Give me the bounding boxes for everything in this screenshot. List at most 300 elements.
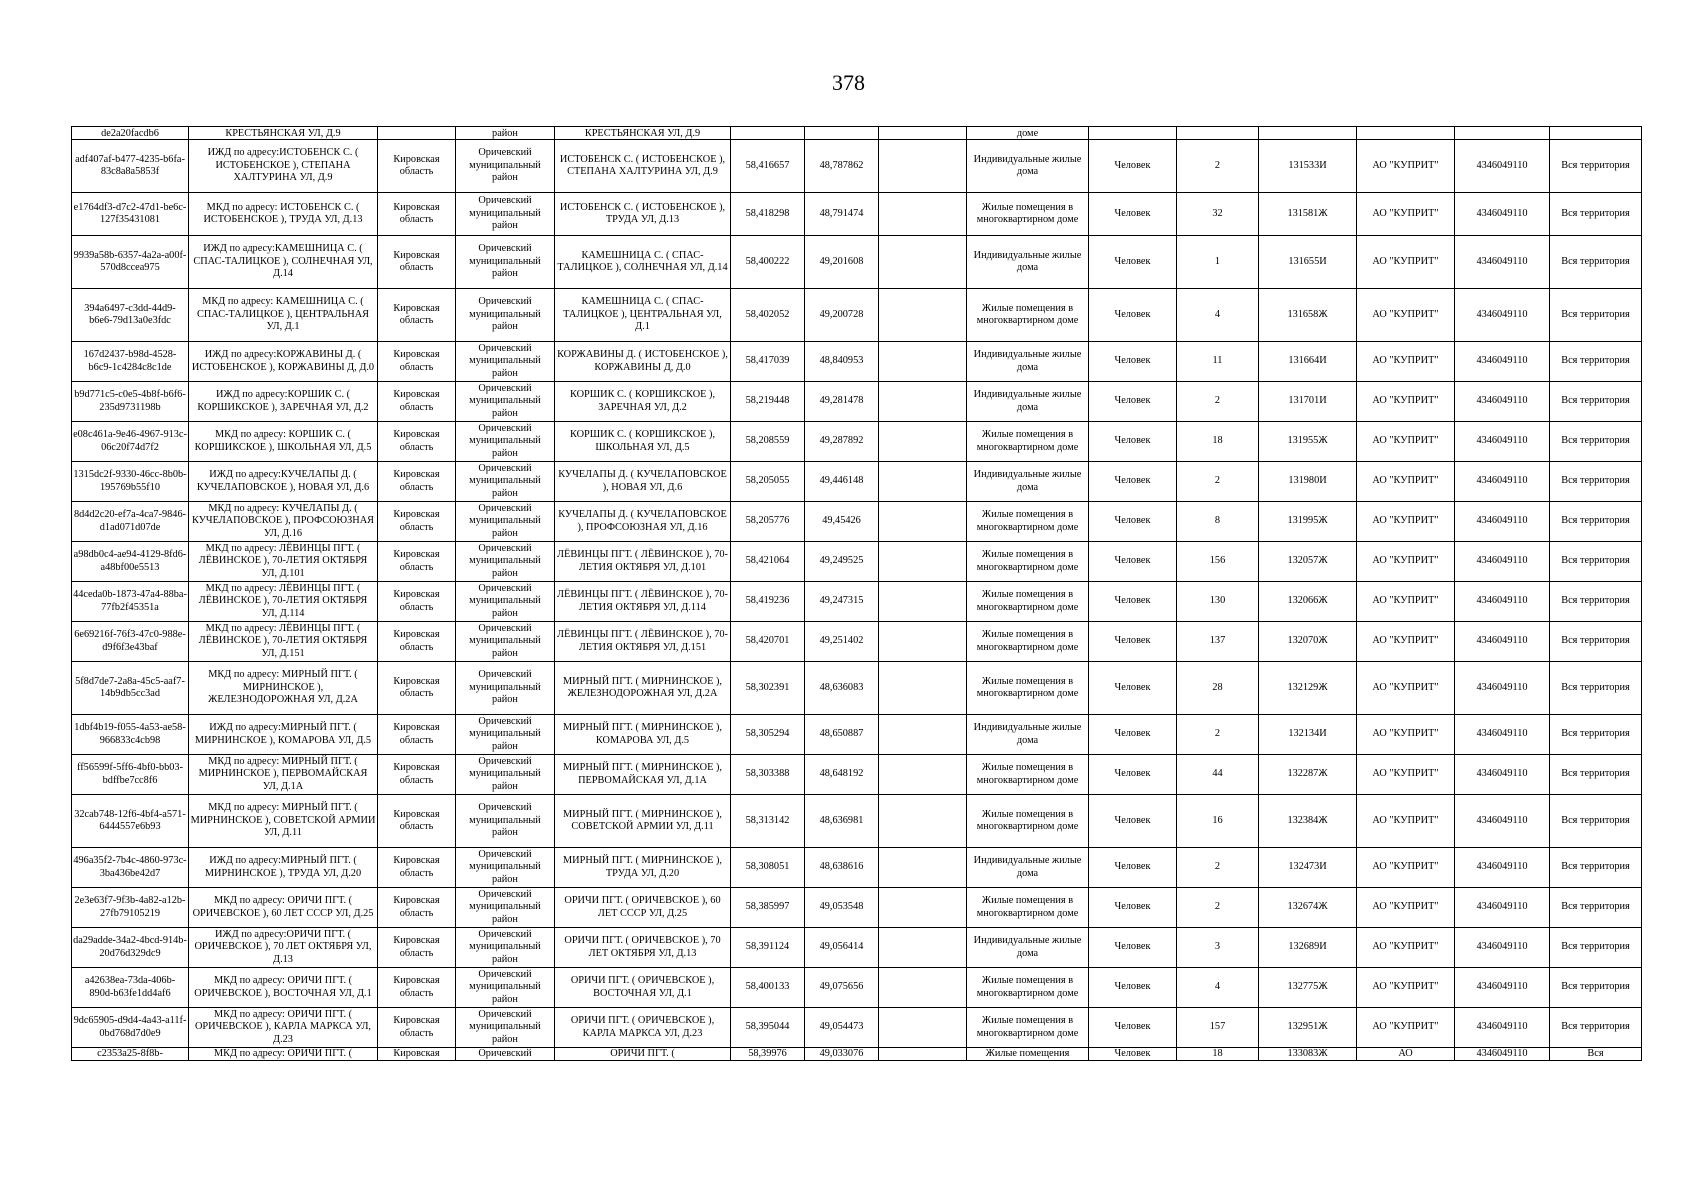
housing-type-cell: доме [967, 127, 1089, 140]
territory-cell: Вся территория [1550, 542, 1642, 582]
count-cell: 28 [1177, 662, 1259, 715]
address-cell: КРЕСТЬЯНСКАЯ УЛ, Д.9 [555, 127, 731, 140]
table-row [72, 422, 1642, 462]
table-row [72, 888, 1642, 928]
longitude-cell: 49,033076 [805, 1048, 879, 1061]
organization-cell: АО "КУПРИТ" [1357, 622, 1455, 662]
table-row [72, 1048, 1642, 1061]
territory-cell: Вся территория [1550, 888, 1642, 928]
district-cell: Оричевский муниципальный район [456, 755, 555, 795]
district-cell: Оричевский муниципальный район [456, 542, 555, 582]
latitude-cell: 58,416657 [731, 140, 805, 193]
empty-cell [879, 422, 967, 462]
code-cell: 131701И [1259, 382, 1357, 422]
address-cell: МИРНЫЙ ПГТ. ( МИРНИНСКОЕ ), СОВЕТСКОЙ АРМИИ УЛ, Д.11 [555, 795, 731, 848]
empty-cell [879, 236, 967, 289]
housing-type-cell: Жилые помещения в многоквартирном доме [967, 888, 1089, 928]
row-id-cell: adf407af-b477-4235-b6fa-83c8a8a5853f [72, 140, 189, 193]
unit-cell: Человек [1089, 342, 1177, 382]
empty-cell [879, 382, 967, 422]
object-name-cell: МКД по адресу: ОРИЧИ ПГТ. ( ОРИЧЕВСКОЕ ), 60 ЛЕТ СССР УЛ, Д.25 [189, 888, 378, 928]
table-row [72, 236, 1642, 289]
table-row [72, 755, 1642, 795]
organization-cell: АО "КУПРИТ" [1357, 968, 1455, 1008]
code-cell: 132775Ж [1259, 968, 1357, 1008]
unit-cell: Человек [1089, 289, 1177, 342]
latitude-cell: 58,313142 [731, 795, 805, 848]
territory-cell: Вся территория [1550, 502, 1642, 542]
empty-cell [879, 127, 967, 140]
row-id-cell: 2e3e63f7-9f3b-4a82-a12b-27fb79105219 [72, 888, 189, 928]
territory-cell: Вся территория [1550, 140, 1642, 193]
object-name-cell: МКД по адресу: ОРИЧИ ПГТ. ( ОРИЧЕВСКОЕ ), ВОСТОЧНАЯ УЛ, Д.1 [189, 968, 378, 1008]
empty-cell [879, 795, 967, 848]
territory-cell [1550, 127, 1642, 140]
organization-cell: АО "КУПРИТ" [1357, 848, 1455, 888]
table-row [72, 382, 1642, 422]
region-cell: Кировская область [378, 968, 456, 1008]
unit-cell: Человек [1089, 193, 1177, 236]
inn-cell: 4346049110 [1455, 193, 1550, 236]
region-cell: Кировская область [378, 888, 456, 928]
code-cell: 131581Ж [1259, 193, 1357, 236]
object-name-cell: МКД по адресу: КАМЕШНИЦА С. ( СПАС-ТАЛИЦКОЕ ), ЦЕНТРАЛЬНАЯ УЛ, Д.1 [189, 289, 378, 342]
inn-cell [1455, 127, 1550, 140]
row-id-cell: 9dc65905-d9d4-4a43-a11f-0bd768d7d0e9 [72, 1008, 189, 1048]
code-cell: 132066Ж [1259, 582, 1357, 622]
district-cell: Оричевский муниципальный район [456, 715, 555, 755]
row-id-cell: e08c461a-9e46-4967-913c-06c20f74d7f2 [72, 422, 189, 462]
territory-cell: Вся территория [1550, 1008, 1642, 1048]
empty-cell [879, 140, 967, 193]
territory-cell: Вся территория [1550, 422, 1642, 462]
table-row [72, 140, 1642, 193]
object-name-cell: ИЖД по адресу:ОРИЧИ ПГТ. ( ОРИЧЕВСКОЕ ), 70 ЛЕТ ОКТЯБРЯ УЛ, Д.13 [189, 928, 378, 968]
address-cell: ОРИЧИ ПГТ. ( ОРИЧЕВСКОЕ ), КАРЛА МАРКСА УЛ, Д.23 [555, 1008, 731, 1048]
object-name-cell: ИЖД по адресу:КОРШИК С. ( КОРШИКСКОЕ ), ЗАРЕЧНАЯ УЛ, Д.2 [189, 382, 378, 422]
count-cell: 156 [1177, 542, 1259, 582]
organization-cell: АО "КУПРИТ" [1357, 928, 1455, 968]
table-body [72, 127, 1642, 1061]
count-cell: 2 [1177, 888, 1259, 928]
code-cell: 132129Ж [1259, 662, 1357, 715]
district-cell: Оричевский муниципальный район [456, 662, 555, 715]
longitude-cell: 48,840953 [805, 342, 879, 382]
territory-cell: Вся территория [1550, 622, 1642, 662]
housing-type-cell: Жилые помещения в многоквартирном доме [967, 795, 1089, 848]
table-row [72, 582, 1642, 622]
inn-cell: 4346049110 [1455, 342, 1550, 382]
organization-cell: АО "КУПРИТ" [1357, 289, 1455, 342]
territory-cell: Вся территория [1550, 193, 1642, 236]
address-cell: МИРНЫЙ ПГТ. ( МИРНИНСКОЕ ), ПЕРВОМАЙСКАЯ УЛ, Д.1А [555, 755, 731, 795]
longitude-cell: 48,787862 [805, 140, 879, 193]
object-name-cell: МКД по адресу: ЛЁВИНЦЫ ПГТ. ( ЛЁВИНСКОЕ ), 70-ЛЕТИЯ ОКТЯБРЯ УЛ, Д.114 [189, 582, 378, 622]
territory-cell: Вся территория [1550, 662, 1642, 715]
district-cell: Оричевский муниципальный район [456, 193, 555, 236]
address-cell: КАМЕШНИЦА С. ( СПАС-ТАЛИЦКОЕ ), ЦЕНТРАЛЬНАЯ УЛ, Д.1 [555, 289, 731, 342]
code-cell: 133083Ж [1259, 1048, 1357, 1061]
row-id-cell: c2353a25-8f8b- [72, 1048, 189, 1061]
unit-cell: Человек [1089, 422, 1177, 462]
longitude-cell: 49,056414 [805, 928, 879, 968]
code-cell: 131658Ж [1259, 289, 1357, 342]
housing-type-cell: Индивидуальные жилые дома [967, 236, 1089, 289]
latitude-cell: 58,302391 [731, 662, 805, 715]
row-id-cell: da29adde-34a2-4bcd-914b-20d76d329dc9 [72, 928, 189, 968]
row-id-cell: 6e69216f-76f3-47c0-988e-d9f6f3e43baf [72, 622, 189, 662]
latitude-cell: 58,420701 [731, 622, 805, 662]
inn-cell: 4346049110 [1455, 662, 1550, 715]
count-cell: 44 [1177, 755, 1259, 795]
organization-cell: АО "КУПРИТ" [1357, 422, 1455, 462]
region-cell: Кировская область [378, 502, 456, 542]
empty-cell [879, 715, 967, 755]
address-cell: ОРИЧИ ПГТ. ( ОРИЧЕВСКОЕ ), 60 ЛЕТ СССР УЛ, Д.25 [555, 888, 731, 928]
row-id-cell: 5f8d7de7-2a8a-45c5-aaf7-14b9db5cc3ad [72, 662, 189, 715]
code-cell: 131533И [1259, 140, 1357, 193]
region-cell: Кировская область [378, 342, 456, 382]
address-cell: ЛЁВИНЦЫ ПГТ. ( ЛЁВИНСКОЕ ), 70-ЛЕТИЯ ОКТЯБРЯ УЛ, Д.114 [555, 582, 731, 622]
inn-cell: 4346049110 [1455, 928, 1550, 968]
region-cell: Кировская область [378, 928, 456, 968]
object-name-cell: МКД по адресу: ОРИЧИ ПГТ. ( [189, 1048, 378, 1061]
empty-cell [879, 502, 967, 542]
housing-type-cell: Жилые помещения в многоквартирном доме [967, 502, 1089, 542]
housing-type-cell: Индивидуальные жилые дома [967, 140, 1089, 193]
unit-cell: Человек [1089, 236, 1177, 289]
district-cell: Оричевский муниципальный район [456, 582, 555, 622]
object-name-cell: МКД по адресу: ЛЁВИНЦЫ ПГТ. ( ЛЁВИНСКОЕ ), 70-ЛЕТИЯ ОКТЯБРЯ УЛ, Д.151 [189, 622, 378, 662]
empty-cell [879, 968, 967, 1008]
latitude-cell: 58,400222 [731, 236, 805, 289]
territory-cell: Вся территория [1550, 462, 1642, 502]
district-cell: Оричевский муниципальный район [456, 382, 555, 422]
empty-cell [879, 1048, 967, 1061]
organization-cell: АО "КУПРИТ" [1357, 140, 1455, 193]
code-cell: 132287Ж [1259, 755, 1357, 795]
row-id-cell: 1dbf4b19-f055-4a53-ae58-966833c4cb98 [72, 715, 189, 755]
table-row [72, 502, 1642, 542]
organization-cell: АО "КУПРИТ" [1357, 236, 1455, 289]
housing-type-cell: Индивидуальные жилые дома [967, 928, 1089, 968]
row-id-cell: 44ceda0b-1873-47a4-88ba-77fb2f45351a [72, 582, 189, 622]
address-cell: ОРИЧИ ПГТ. ( ОРИЧЕВСКОЕ ), ВОСТОЧНАЯ УЛ, Д.1 [555, 968, 731, 1008]
unit-cell: Человек [1089, 755, 1177, 795]
territory-cell: Вся территория [1550, 755, 1642, 795]
region-cell: Кировская область [378, 622, 456, 662]
unit-cell: Человек [1089, 928, 1177, 968]
row-id-cell: 8d4d2c20-ef7a-4ca7-9846-d1ad071d07de [72, 502, 189, 542]
district-cell: Оричевский муниципальный район [456, 848, 555, 888]
row-id-cell: e1764df3-d7c2-47d1-be6c-127f35431081 [72, 193, 189, 236]
territory-cell: Вся территория [1550, 236, 1642, 289]
latitude-cell: 58,391124 [731, 928, 805, 968]
district-cell: Оричевский муниципальный район [456, 795, 555, 848]
latitude-cell: 58,303388 [731, 755, 805, 795]
organization-cell: АО "КУПРИТ" [1357, 342, 1455, 382]
longitude-cell: 48,648192 [805, 755, 879, 795]
code-cell: 131955Ж [1259, 422, 1357, 462]
district-cell: Оричевский муниципальный район [456, 289, 555, 342]
organization-cell: АО "КУПРИТ" [1357, 715, 1455, 755]
district-cell: Оричевский муниципальный район [456, 928, 555, 968]
address-cell: КОРШИК С. ( КОРШИКСКОЕ ), ЗАРЕЧНАЯ УЛ, Д.2 [555, 382, 731, 422]
latitude-cell [731, 127, 805, 140]
row-id-cell: a42638ea-73da-406b-890d-b63fe1dd4af6 [72, 968, 189, 1008]
longitude-cell: 48,638616 [805, 848, 879, 888]
count-cell: 4 [1177, 968, 1259, 1008]
territory-cell: Вся территория [1550, 289, 1642, 342]
object-name-cell: ИЖД по адресу:КАМЕШНИЦА С. ( СПАС-ТАЛИЦКОЕ ), СОЛНЕЧНАЯ УЛ, Д.14 [189, 236, 378, 289]
territory-cell: Вся территория [1550, 928, 1642, 968]
district-cell: Оричевский муниципальный район [456, 502, 555, 542]
row-id-cell: ff56599f-5ff6-4bf0-bb03-bdffbe7cc8f6 [72, 755, 189, 795]
object-name-cell: МКД по адресу: КОРШИК С. ( КОРШИКСКОЕ ), ШКОЛЬНАЯ УЛ, Д.5 [189, 422, 378, 462]
longitude-cell: 49,249525 [805, 542, 879, 582]
code-cell: 132070Ж [1259, 622, 1357, 662]
object-name-cell: ИЖД по адресу:МИРНЫЙ ПГТ. ( МИРНИНСКОЕ ), ТРУДА УЛ, Д.20 [189, 848, 378, 888]
code-cell: 132689И [1259, 928, 1357, 968]
housing-type-cell: Индивидуальные жилые дома [967, 342, 1089, 382]
district-cell: Оричевский муниципальный район [456, 1008, 555, 1048]
unit-cell: Человек [1089, 662, 1177, 715]
code-cell: 132134И [1259, 715, 1357, 755]
longitude-cell: 49,053548 [805, 888, 879, 928]
address-cell: КОРЖАВИНЫ Д. ( ИСТОБЕНСКОЕ ), КОРЖАВИНЫ Д, Д.0 [555, 342, 731, 382]
code-cell: 131655И [1259, 236, 1357, 289]
object-name-cell: МКД по адресу: МИРНЫЙ ПГТ. ( МИРНИНСКОЕ ), СОВЕТСКОЙ АРМИИ УЛ, Д.11 [189, 795, 378, 848]
table-row [72, 715, 1642, 755]
organization-cell: АО "КУПРИТ" [1357, 193, 1455, 236]
unit-cell: Человек [1089, 795, 1177, 848]
code-cell: 131664И [1259, 342, 1357, 382]
count-cell: 130 [1177, 582, 1259, 622]
unit-cell: Человек [1089, 462, 1177, 502]
empty-cell [879, 928, 967, 968]
region-cell: Кировская область [378, 662, 456, 715]
district-cell: Оричевский муниципальный район [456, 622, 555, 662]
table-row [72, 968, 1642, 1008]
inn-cell: 4346049110 [1455, 755, 1550, 795]
latitude-cell: 58,208559 [731, 422, 805, 462]
count-cell [1177, 127, 1259, 140]
empty-cell [879, 848, 967, 888]
latitude-cell: 58,421064 [731, 542, 805, 582]
address-cell: КОРШИК С. ( КОРШИКСКОЕ ), ШКОЛЬНАЯ УЛ, Д.5 [555, 422, 731, 462]
address-cell: МИРНЫЙ ПГТ. ( МИРНИНСКОЕ ), ТРУДА УЛ, Д.20 [555, 848, 731, 888]
territory-cell: Вся территория [1550, 715, 1642, 755]
inn-cell: 4346049110 [1455, 1008, 1550, 1048]
object-name-cell: МКД по адресу: МИРНЫЙ ПГТ. ( МИРНИНСКОЕ ), ПЕРВОМАЙСКАЯ УЛ, Д.1А [189, 755, 378, 795]
district-cell: Оричевский муниципальный район [456, 888, 555, 928]
code-cell: 132674Ж [1259, 888, 1357, 928]
territory-cell: Вся территория [1550, 342, 1642, 382]
code-cell: 132951Ж [1259, 1008, 1357, 1048]
inn-cell: 4346049110 [1455, 715, 1550, 755]
count-cell: 157 [1177, 1008, 1259, 1048]
housing-type-cell: Жилые помещения в многоквартирном доме [967, 662, 1089, 715]
table-row [72, 848, 1642, 888]
housing-type-cell: Индивидуальные жилые дома [967, 715, 1089, 755]
latitude-cell: 58,418298 [731, 193, 805, 236]
housing-type-cell: Жилые помещения в многоквартирном доме [967, 582, 1089, 622]
inn-cell: 4346049110 [1455, 462, 1550, 502]
table-row [72, 1008, 1642, 1048]
district-cell: Оричевский муниципальный район [456, 422, 555, 462]
inn-cell: 4346049110 [1455, 382, 1550, 422]
longitude-cell: 49,201608 [805, 236, 879, 289]
empty-cell [879, 622, 967, 662]
housing-type-cell: Индивидуальные жилые дома [967, 462, 1089, 502]
longitude-cell: 49,247315 [805, 582, 879, 622]
territory-cell: Вся [1550, 1048, 1642, 1061]
row-id-cell: a98db0c4-ae94-4129-8fd6-a48bf00e5513 [72, 542, 189, 582]
empty-cell [879, 542, 967, 582]
address-cell: ИСТОБЕНСК С. ( ИСТОБЕНСКОЕ ), СТЕПАНА ХАЛТУРИНА УЛ, Д.9 [555, 140, 731, 193]
region-cell: Кировская область [378, 193, 456, 236]
longitude-cell: 49,075656 [805, 968, 879, 1008]
address-cell: ЛЁВИНЦЫ ПГТ. ( ЛЁВИНСКОЕ ), 70-ЛЕТИЯ ОКТЯБРЯ УЛ, Д.101 [555, 542, 731, 582]
count-cell: 4 [1177, 289, 1259, 342]
unit-cell: Человек [1089, 140, 1177, 193]
inn-cell: 4346049110 [1455, 582, 1550, 622]
empty-cell [879, 582, 967, 622]
count-cell: 1 [1177, 236, 1259, 289]
longitude-cell: 49,281478 [805, 382, 879, 422]
region-cell: Кировская область [378, 236, 456, 289]
unit-cell: Человек [1089, 622, 1177, 662]
region-cell: Кировская область [378, 542, 456, 582]
inn-cell: 4346049110 [1455, 1048, 1550, 1061]
address-cell: МИРНЫЙ ПГТ. ( МИРНИНСКОЕ ), ЖЕЛЕЗНОДОРОЖНАЯ УЛ, Д.2А [555, 662, 731, 715]
district-cell: Оричевский муниципальный район [456, 342, 555, 382]
unit-cell: Человек [1089, 968, 1177, 1008]
document-sheet [71, 126, 1642, 1061]
code-cell: 132057Ж [1259, 542, 1357, 582]
unit-cell: Человек [1089, 888, 1177, 928]
object-name-cell: ИЖД по адресу:КОРЖАВИНЫ Д. ( ИСТОБЕНСКОЕ ), КОРЖАВИНЫ Д, Д.0 [189, 342, 378, 382]
count-cell: 137 [1177, 622, 1259, 662]
unit-cell: Человек [1089, 1048, 1177, 1061]
unit-cell: Человек [1089, 582, 1177, 622]
page-number: 378 [832, 70, 865, 95]
organization-cell: АО "КУПРИТ" [1357, 1008, 1455, 1048]
object-name-cell: МКД по адресу: ЛЁВИНЦЫ ПГТ. ( ЛЁВИНСКОЕ ), 70-ЛЕТИЯ ОКТЯБРЯ УЛ, Д.101 [189, 542, 378, 582]
district-cell: Оричевский муниципальный район [456, 968, 555, 1008]
table-row [72, 928, 1642, 968]
longitude-cell: 49,287892 [805, 422, 879, 462]
region-cell: Кировская область [378, 755, 456, 795]
longitude-cell: 49,251402 [805, 622, 879, 662]
organization-cell [1357, 127, 1455, 140]
data-table [71, 126, 1642, 1061]
latitude-cell: 58,205776 [731, 502, 805, 542]
organization-cell: АО "КУПРИТ" [1357, 502, 1455, 542]
longitude-cell [805, 127, 879, 140]
table-row [72, 127, 1642, 140]
region-cell [378, 127, 456, 140]
unit-cell: Человек [1089, 382, 1177, 422]
district-cell: Оричевский муниципальный район [456, 236, 555, 289]
code-cell: 131995Ж [1259, 502, 1357, 542]
territory-cell: Вся территория [1550, 582, 1642, 622]
unit-cell: Человек [1089, 1008, 1177, 1048]
count-cell: 32 [1177, 193, 1259, 236]
empty-cell [879, 462, 967, 502]
row-id-cell: 32cab748-12f6-4bf4-a571-6444557e6b93 [72, 795, 189, 848]
territory-cell: Вся территория [1550, 968, 1642, 1008]
longitude-cell: 49,200728 [805, 289, 879, 342]
table-row [72, 462, 1642, 502]
empty-cell [879, 289, 967, 342]
latitude-cell: 58,205055 [731, 462, 805, 502]
organization-cell: АО "КУПРИТ" [1357, 795, 1455, 848]
object-name-cell: МКД по адресу: ОРИЧИ ПГТ. ( ОРИЧЕВСКОЕ ), КАРЛА МАРКСА УЛ, Д.23 [189, 1008, 378, 1048]
object-name-cell: МКД по адресу: МИРНЫЙ ПГТ. ( МИРНИНСКОЕ ), ЖЕЛЕЗНОДОРОЖНАЯ УЛ, Д.2А [189, 662, 378, 715]
inn-cell: 4346049110 [1455, 502, 1550, 542]
empty-cell [879, 755, 967, 795]
code-cell: 132384Ж [1259, 795, 1357, 848]
row-id-cell: 9939a58b-6357-4a2a-a00f-570d8ccea975 [72, 236, 189, 289]
latitude-cell: 58,400133 [731, 968, 805, 1008]
housing-type-cell: Жилые помещения в многоквартирном доме [967, 542, 1089, 582]
unit-cell: Человек [1089, 502, 1177, 542]
district-cell: район [456, 127, 555, 140]
region-cell: Кировская область [378, 715, 456, 755]
table-row [72, 662, 1642, 715]
object-name-cell: ИЖД по адресу:МИРНЫЙ ПГТ. ( МИРНИНСКОЕ ), КОМАРОВА УЛ, Д.5 [189, 715, 378, 755]
latitude-cell: 58,417039 [731, 342, 805, 382]
count-cell: 2 [1177, 848, 1259, 888]
latitude-cell: 58,308051 [731, 848, 805, 888]
address-cell: КУЧЕЛАПЫ Д. ( КУЧЕЛАПОВСКОЕ ), ПРОФСОЮЗНАЯ УЛ, Д.16 [555, 502, 731, 542]
longitude-cell: 48,636083 [805, 662, 879, 715]
empty-cell [879, 662, 967, 715]
territory-cell: Вся территория [1550, 382, 1642, 422]
longitude-cell: 49,054473 [805, 1008, 879, 1048]
longitude-cell: 48,791474 [805, 193, 879, 236]
organization-cell: АО "КУПРИТ" [1357, 462, 1455, 502]
territory-cell: Вся территория [1550, 848, 1642, 888]
object-name-cell: МКД по адресу: ИСТОБЕНСК С. ( ИСТОБЕНСКОЕ ), ТРУДА УЛ, Д.13 [189, 193, 378, 236]
district-cell: Оричевский муниципальный район [456, 462, 555, 502]
address-cell: ЛЁВИНЦЫ ПГТ. ( ЛЁВИНСКОЕ ), 70-ЛЕТИЯ ОКТЯБРЯ УЛ, Д.151 [555, 622, 731, 662]
organization-cell: АО "КУПРИТ" [1357, 888, 1455, 928]
unit-cell: Человек [1089, 542, 1177, 582]
count-cell: 11 [1177, 342, 1259, 382]
code-cell: 131980И [1259, 462, 1357, 502]
address-cell: КУЧЕЛАПЫ Д. ( КУЧЕЛАПОВСКОЕ ), НОВАЯ УЛ, Д.6 [555, 462, 731, 502]
count-cell: 2 [1177, 382, 1259, 422]
row-id-cell: 1315dc2f-9330-46cc-8b0b-195769b55f10 [72, 462, 189, 502]
row-id-cell: 394a6497-c3dd-44d9-b6e6-79d13a0e3fdc [72, 289, 189, 342]
housing-type-cell: Жилые помещения в многоквартирном доме [967, 422, 1089, 462]
latitude-cell: 58,385997 [731, 888, 805, 928]
inn-cell: 4346049110 [1455, 968, 1550, 1008]
unit-cell: Человек [1089, 715, 1177, 755]
region-cell: Кировская область [378, 1008, 456, 1048]
housing-type-cell: Жилые помещения [967, 1048, 1089, 1061]
count-cell: 2 [1177, 715, 1259, 755]
row-id-cell: 167d2437-b98d-4528-b6c9-1c4284c8c1de [72, 342, 189, 382]
organization-cell: АО "КУПРИТ" [1357, 542, 1455, 582]
empty-cell [879, 342, 967, 382]
address-cell: КАМЕШНИЦА С. ( СПАС-ТАЛИЦКОЕ ), СОЛНЕЧНАЯ УЛ, Д.14 [555, 236, 731, 289]
inn-cell: 4346049110 [1455, 795, 1550, 848]
row-id-cell: b9d771c5-c0e5-4b8f-b6f6-235d9731198b [72, 382, 189, 422]
longitude-cell: 49,45426 [805, 502, 879, 542]
